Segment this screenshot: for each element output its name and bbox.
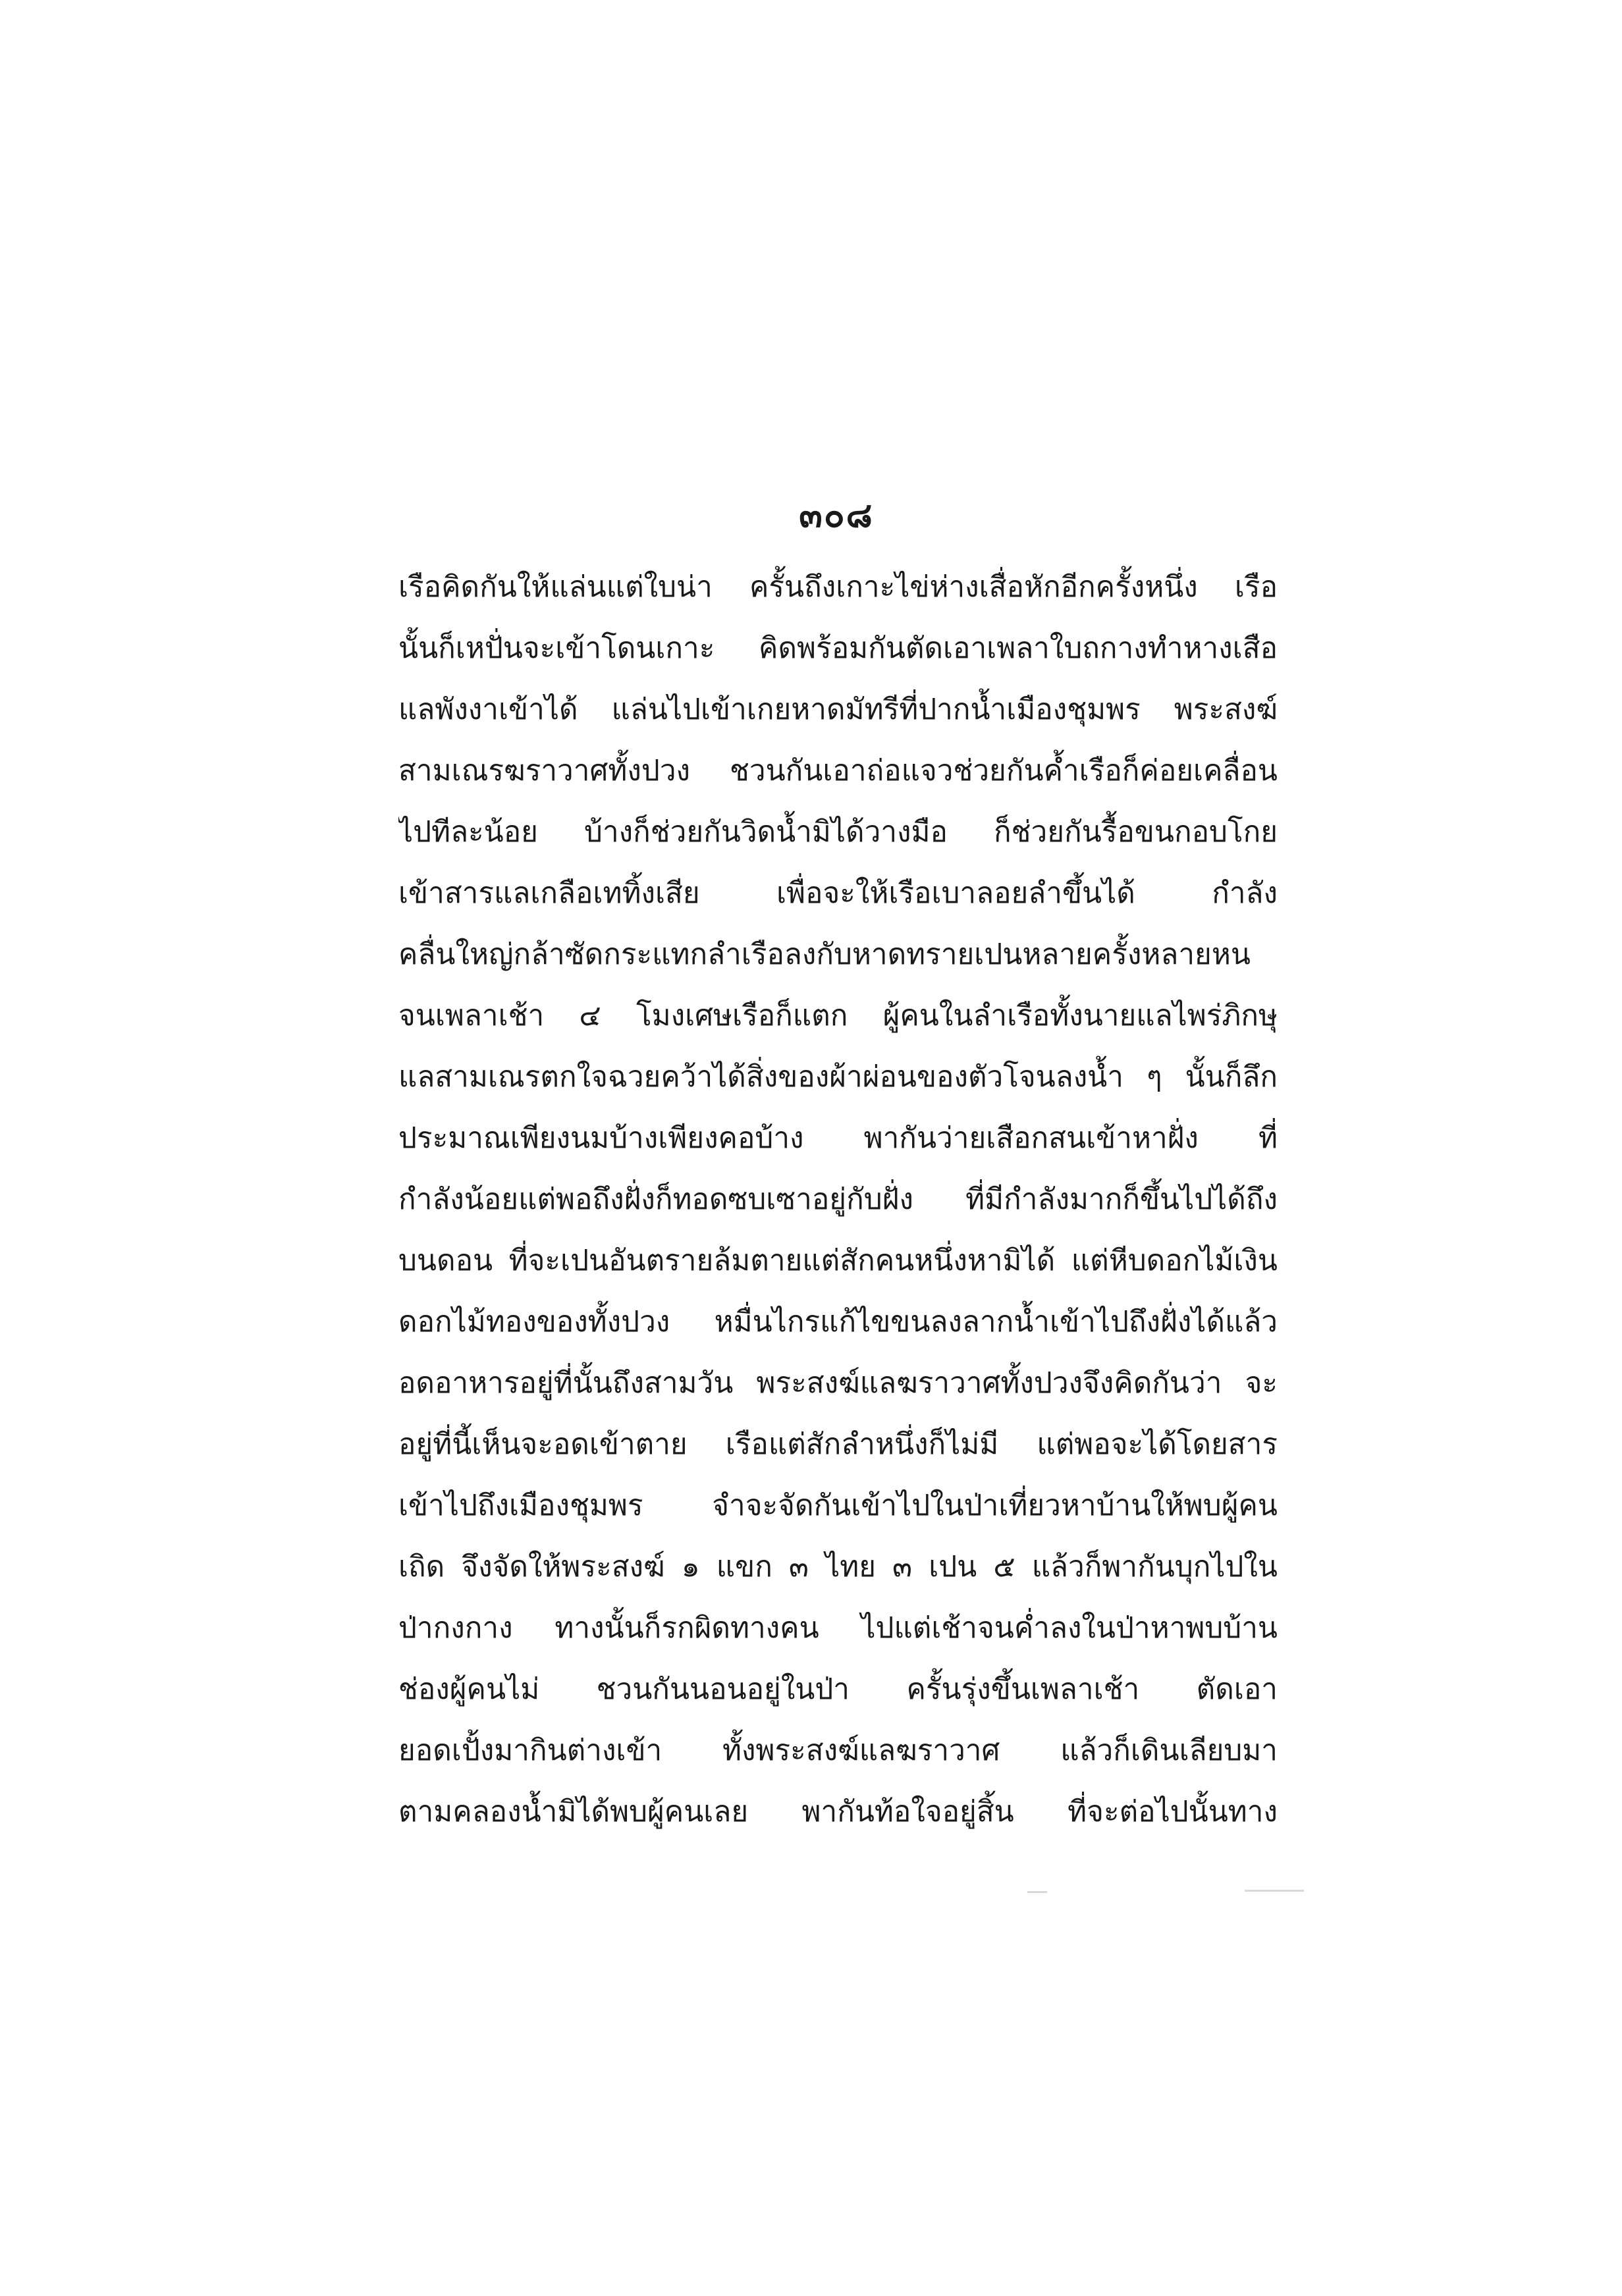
text-line: ตามคลองน้ำมิได้พบผู้คนเลย พากันท้อใจอยู่สิ้น ที่จะต่อไปนั้นทาง <box>398 1795 1278 1829</box>
text-line: เรือคิดกันให้แล่นแต่ใบน่า ครั้นถึงเกาะไข่ห่างเสื่อหักอีกครั้งหนึ่ง เรือ <box>398 570 1278 604</box>
text-line: เข้าสารแลเกลือเททิ้งเสีย เพื่อจะให้เรือเบาลอยลำขึ้นได้ กำลัง <box>398 876 1278 910</box>
text-line: อดอาหารอยู่ที่นั้นถึงสามวัน พระสงฆ์แลฆราวาศทั้งปวงจึงคิดกันว่า จะ <box>398 1366 1278 1400</box>
text-line: ช่องผู้คนไม่ ชวนกันนอนอยู่ในป่า ครั้นรุ่งขึ้นเพลาเช้า ตัดเอา <box>398 1672 1278 1706</box>
text-line: ดอกไม้ทองของทั้งปวง หมื่นไกรแก้ไขขนลงลากน้ำเข้าไปถึงฝั่งได้แล้ว <box>398 1305 1278 1339</box>
scan-speck <box>1027 1891 1047 1893</box>
page-number: ๓๐๘ <box>799 495 874 535</box>
text-line: เถิด จึงจัดให้พระสงฆ์ ๑ แขก ๓ ไทย ๓ เปน ๕ แล้วก็พากันบุกไปใน <box>398 1550 1278 1584</box>
text-line: อยู่ที่นี้เห็นจะอดเข้าตาย เรือแต่สักลำหนึ่งก็ไม่มี แต่พอจะได้โดยสาร <box>398 1428 1278 1461</box>
text-line: คลื่นใหญ่กล้าซัดกระแทกลำเรือลงกับหาดทรายเปนหลายครั้งหลายหน <box>398 938 1251 971</box>
text-line: เข้าไปถึงเมืองชุมพร จำจะจัดกันเข้าไปในป่าเที่ยวหาบ้านให้พบผู้คน <box>398 1489 1278 1522</box>
text-line: บนดอน ที่จะเปนอันตรายล้มตายแต่สักคนหนึ่งหามิได้ แต่หีบดอกไม้เงิน <box>398 1244 1278 1277</box>
text-line: ประมาณเพียงนมบ้างเพียงคอบ้าง พากันว่ายเสือกสนเข้าหาฝั่ง ที่ <box>398 1121 1278 1155</box>
scan-speck <box>1245 1890 1304 1892</box>
text-line: กำลังน้อยแต่พอถึงฝั่งก็ทอดซบเซาอยู่กับฝั่ง ที่มีกำลังมากก็ขึ้นไปได้ถึง <box>398 1183 1278 1216</box>
text-line: ไปทีละน้อย บ้างก็ช่วยกันวิดน้ำมิได้วางมือ ก็ช่วยกันรื้อขนกอบโกย <box>398 815 1278 849</box>
text-line: สามเณรฆราวาศทั้งปวง ชวนกันเอาถ่อแจวช่วยกันค้ำเรือก็ค่อยเคลื่อน <box>398 754 1278 788</box>
text-line: ยอดเปั้งมากินต่างเข้า ทั้งพระสงฆ์แลฆราวาศ แล้วก็เดินเลียบมา <box>398 1734 1278 1767</box>
text-line: แลสามเณรตกใจฉวยคว้าได้สิ่งของผ้าผ่อนของตัวโจนลงน้ำ ๆ นั้นก็ลึก <box>398 1060 1278 1094</box>
text-line: จนเพลาเช้า ๔ โมงเศษเรือก็แตก ผู้คนในลำเรือทั้งนายแลไพร่ภิกษุ <box>398 999 1278 1032</box>
text-line: แลพังงาเข้าได้ แล่นไปเข้าเกยหาดมัทรีที่ปากน้ำเมืองชุมพร พระสงฆ์ <box>398 693 1278 726</box>
body-text <box>398 556 1278 1842</box>
text-line: ป่ากงกาง ทางนั้นก็รกผิดทางคน ไปแต่เช้าจนค่ำลงในป่าหาพบบ้าน <box>398 1611 1278 1645</box>
text-line: นั้นก็เหปั่นจะเข้าโดนเกาะ คิดพร้อมกันตัดเอาเพลาใบถกางทำหางเสือ <box>398 631 1278 665</box>
